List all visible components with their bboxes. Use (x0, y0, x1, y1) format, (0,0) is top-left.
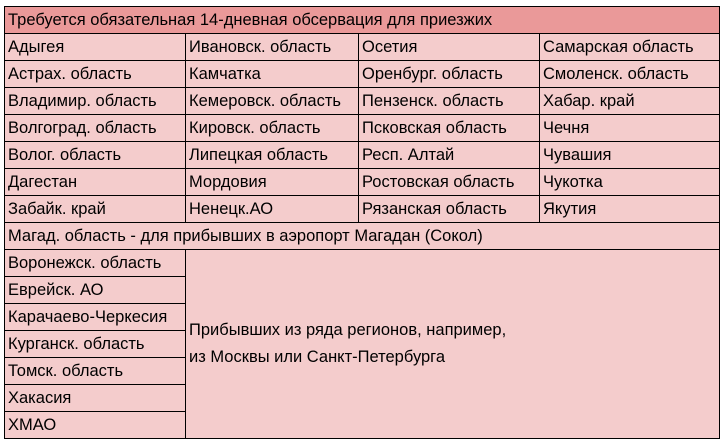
conditional-regions-list (5, 250, 185, 438)
region-cell[interactable]: Волгоград. область (5, 115, 186, 142)
list-item[interactable]: Еврейск. АО (5, 277, 185, 304)
table-row (5, 34, 720, 61)
region-cell[interactable]: Волог. область (5, 142, 186, 169)
region-cell[interactable]: Оренбург. область (359, 61, 540, 88)
conditional-note-line: из Москвы или Санкт-Петербурга (189, 348, 446, 366)
region-cell[interactable]: Псковская область (359, 115, 540, 142)
region-cell[interactable]: Осетия (359, 34, 540, 61)
conditional-note-cell[interactable] (186, 250, 720, 439)
table-row (5, 169, 720, 196)
list-item[interactable]: Карачаево-Черкесия (5, 304, 185, 331)
region-cell[interactable]: Астрах. область (5, 61, 186, 88)
region-cell[interactable]: Чувашия (540, 142, 720, 169)
spreadsheet (4, 6, 719, 439)
region-cell[interactable]: Камчатка (186, 61, 359, 88)
region-cell[interactable]: Якутия (540, 196, 720, 223)
magadan-cell[interactable]: Магад. область - для прибывших в аэропорт Магадан (Сокол) (5, 223, 720, 250)
list-item[interactable]: ХМАО (5, 412, 185, 439)
region-cell[interactable]: Липецкая область (186, 142, 359, 169)
region-cell[interactable]: Кемеровск. область (186, 88, 359, 115)
table-title[interactable]: Требуется обязательная 14-дневная обсервация для приезжих (5, 7, 720, 34)
list-item[interactable]: Томск. область (5, 358, 185, 385)
region-cell[interactable]: Самарская область (540, 34, 720, 61)
region-cell[interactable]: Чукотка (540, 169, 720, 196)
table-row (5, 115, 720, 142)
region-cell[interactable]: Ростовская область (359, 169, 540, 196)
region-cell[interactable]: Респ. Алтай (359, 142, 540, 169)
table-row (5, 61, 720, 88)
table-row (5, 142, 720, 169)
region-cell[interactable]: Хабар. край (540, 88, 720, 115)
region-cell[interactable]: Ивановск. область (186, 34, 359, 61)
list-item[interactable]: Воронежск. область (5, 250, 185, 277)
region-cell[interactable]: Пензенск. область (359, 88, 540, 115)
table-row (5, 196, 720, 223)
conditional-regions-column (5, 250, 186, 439)
region-cell[interactable]: Адыгея (5, 34, 186, 61)
region-cell[interactable]: Мордовия (186, 169, 359, 196)
region-cell[interactable]: Владимир. область (5, 88, 186, 115)
conditional-block-row (5, 250, 720, 439)
observation-table (4, 6, 720, 439)
table-row (5, 223, 720, 250)
region-cell[interactable]: Дагестан (5, 169, 186, 196)
list-item[interactable]: Курганск. область (5, 331, 185, 358)
region-cell[interactable]: Ненецк.АО (186, 196, 359, 223)
conditional-note-line: Прибывших из ряда регионов, например, (189, 321, 507, 339)
region-cell[interactable]: Кировск. область (186, 115, 359, 142)
region-cell[interactable]: Забайк. край (5, 196, 186, 223)
table-row (5, 88, 720, 115)
header-row (5, 7, 720, 34)
region-cell[interactable]: Чечня (540, 115, 720, 142)
region-cell[interactable]: Рязанская область (359, 196, 540, 223)
region-cell[interactable]: Смоленск. область (540, 61, 720, 88)
list-item[interactable]: Хакасия (5, 385, 185, 412)
